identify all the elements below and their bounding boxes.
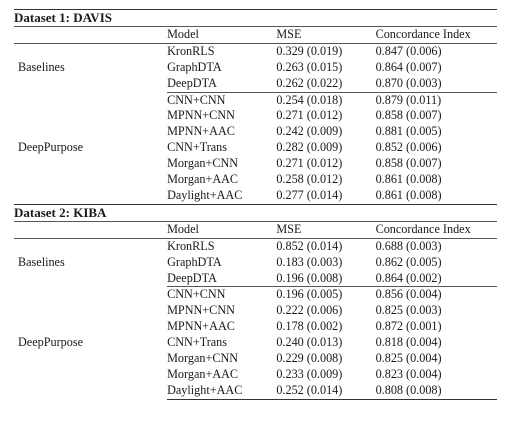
model-cell: MPNN+CNN (167, 303, 235, 318)
ci-cell: 0.864 (0.002) (376, 271, 497, 287)
column-header-ci: Concordance Index (376, 26, 497, 43)
model-cell: CNN+Trans (167, 335, 228, 350)
column-header-ci: Concordance Index (376, 221, 497, 238)
mse-cell: 0.263 (0.015) (276, 59, 343, 74)
ci-cell: 0.688 (0.003) (375, 238, 442, 253)
mse-cell: 0.196 (0.008) (276, 271, 375, 287)
mse-cell: 0.329 (0.019) (276, 43, 343, 58)
model-cell: Morgan+AAC (167, 172, 239, 187)
ci-cell: 0.861 (0.008) (375, 172, 442, 187)
mse-cell: 0.242 (0.009) (276, 124, 343, 139)
model-cell: DeepDTA (167, 76, 276, 92)
results-table-body (14, 10, 497, 400)
table-row (14, 238, 497, 254)
model-cell: Daylight+AAC (167, 187, 243, 202)
dataset-title-row (14, 10, 497, 27)
mse-cell: 0.240 (0.013) (276, 335, 343, 350)
dataset-title: Dataset 1: DAVIS (14, 10, 497, 27)
table-row (14, 92, 497, 108)
mse-cell: 0.178 (0.002) (276, 319, 343, 334)
mse-cell: 0.271 (0.012) (276, 108, 343, 123)
ci-cell: 0.823 (0.004) (375, 366, 442, 381)
column-header-row (14, 26, 497, 43)
ci-cell: 0.872 (0.001) (375, 319, 442, 334)
model-cell: Morgan+CNN (167, 156, 239, 171)
model-cell: CNN+CNN (167, 92, 226, 107)
group-label: DeepPurpose (18, 140, 83, 154)
model-cell: Daylight+AAC (167, 383, 276, 399)
group-label: Baselines (18, 254, 65, 269)
column-header-model: Model (167, 221, 276, 238)
mse-cell: 0.271 (0.012) (276, 156, 343, 171)
column-header-row (14, 221, 497, 238)
ci-cell: 0.870 (0.003) (376, 76, 497, 92)
mse-cell: 0.233 (0.009) (276, 366, 343, 381)
table-row (14, 287, 497, 303)
ci-cell: 0.881 (0.005) (375, 124, 442, 139)
mse-cell: 0.277 (0.014) (276, 187, 343, 202)
ci-cell: 0.879 (0.011) (375, 92, 442, 107)
model-cell: CNN+CNN (167, 287, 226, 302)
model-cell: DeepDTA (167, 271, 276, 287)
ci-cell: 0.825 (0.003) (375, 303, 442, 318)
dataset-title-row (14, 204, 497, 221)
group-label: Baselines (18, 59, 65, 74)
column-header-model: Model (167, 26, 276, 43)
table-row (14, 43, 497, 59)
results-table (14, 9, 497, 400)
model-cell: Morgan+AAC (167, 366, 239, 381)
mse-cell: 0.222 (0.006) (276, 303, 343, 318)
ci-cell: 0.861 (0.008) (375, 187, 442, 202)
ci-cell: 0.852 (0.006) (375, 140, 442, 155)
model-cell: Morgan+CNN (167, 351, 239, 366)
mse-cell: 0.196 (0.005) (276, 287, 343, 302)
ci-cell: 0.808 (0.008) (376, 383, 497, 399)
model-cell: GraphDTA (167, 254, 222, 269)
ci-cell: 0.858 (0.007) (375, 156, 442, 171)
column-header-mse: MSE (276, 221, 375, 238)
model-cell: KronRLS (167, 238, 215, 253)
mse-cell: 0.262 (0.022) (276, 76, 375, 92)
ci-cell: 0.847 (0.006) (375, 43, 442, 58)
model-cell: KronRLS (167, 43, 215, 58)
ci-cell: 0.856 (0.004) (375, 287, 442, 302)
model-cell: MPNN+CNN (167, 108, 235, 123)
mse-cell: 0.252 (0.014) (276, 383, 375, 399)
mse-cell: 0.229 (0.008) (276, 351, 343, 366)
ci-cell: 0.825 (0.004) (375, 351, 442, 366)
mse-cell: 0.282 (0.009) (276, 140, 343, 155)
ci-cell: 0.864 (0.007) (375, 59, 442, 74)
model-cell: MPNN+AAC (167, 124, 235, 139)
model-cell: CNN+Trans (167, 140, 228, 155)
ci-cell: 0.858 (0.007) (375, 108, 442, 123)
mse-cell: 0.852 (0.014) (276, 238, 343, 253)
column-header-group (14, 221, 167, 238)
model-cell: MPNN+AAC (167, 319, 235, 334)
ci-cell: 0.818 (0.004) (375, 335, 442, 350)
column-header-mse: MSE (276, 26, 375, 43)
mse-cell: 0.183 (0.003) (276, 254, 343, 269)
ci-cell: 0.862 (0.005) (375, 254, 442, 269)
dataset-title: Dataset 2: KIBA (14, 204, 497, 221)
model-cell: GraphDTA (167, 59, 222, 74)
column-header-group (14, 26, 167, 43)
group-label: DeepPurpose (18, 335, 83, 350)
mse-cell: 0.258 (0.012) (276, 172, 343, 187)
mse-cell: 0.254 (0.018) (276, 92, 343, 107)
